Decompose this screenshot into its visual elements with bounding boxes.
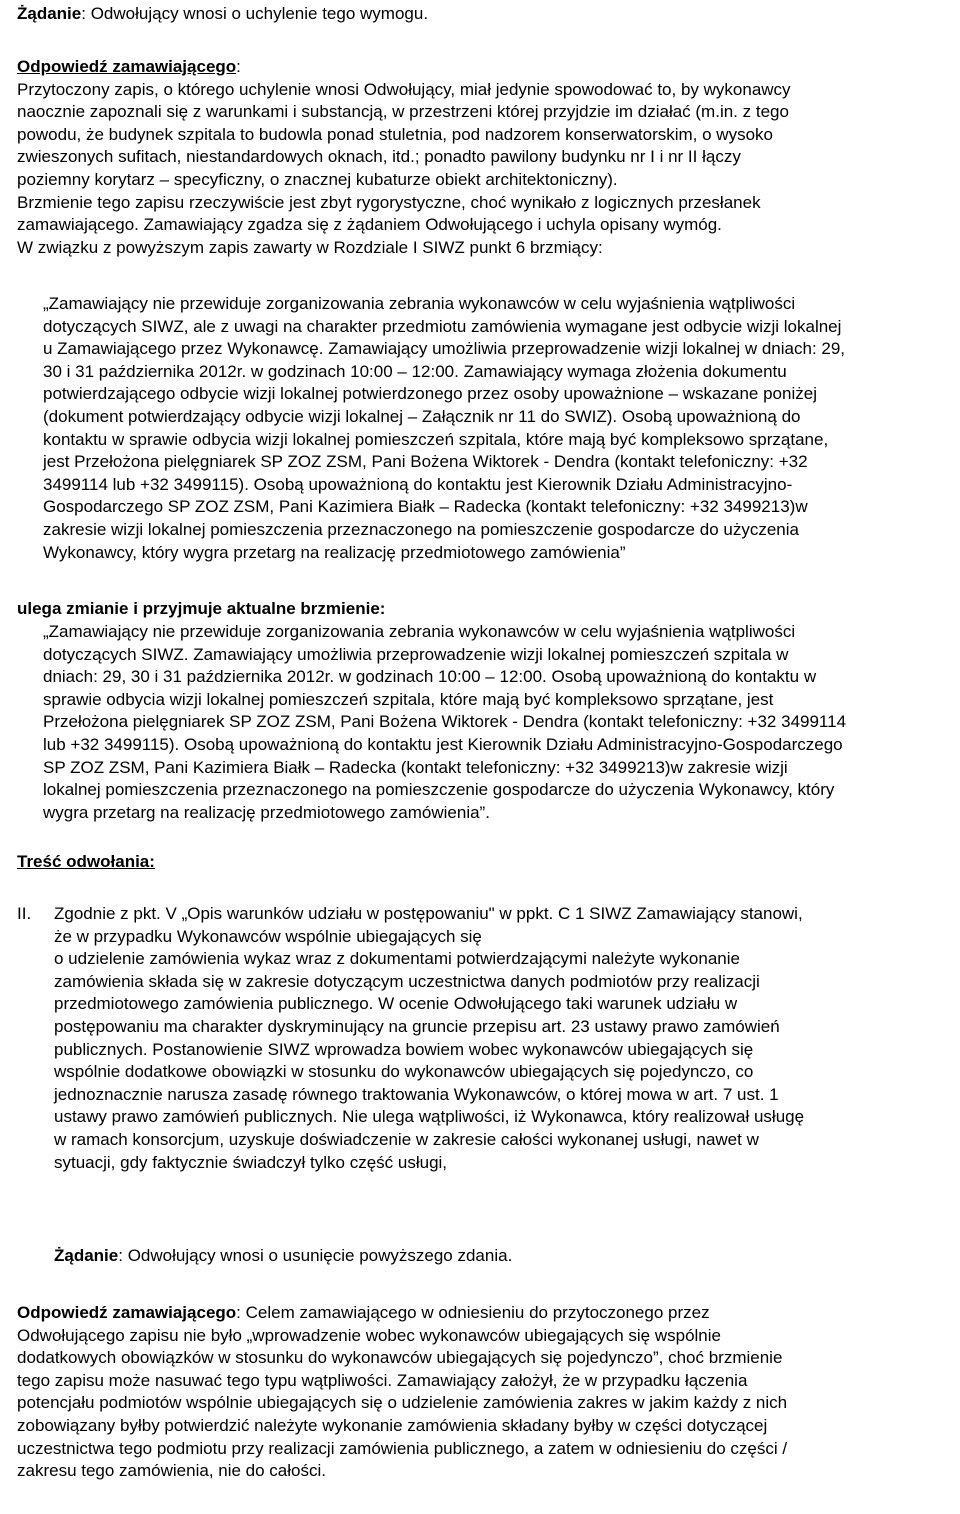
amendment-heading: ulega zmianie i przyjmuje aktualne brzmienie: bbox=[17, 599, 386, 618]
quote-line: Wykonawcy, który wygra przetarg na realizację przedmiotowego zamówienia” bbox=[43, 542, 626, 562]
quote-line: lokalnej pomieszczenia przeznaczonego na pomieszczenie gospodarcze do użyczenia Wykonawcy, który bbox=[43, 780, 835, 800]
quote-line: dniach: 29, 30 i 31 października 2012r. w godzinach 10:00 – 12:00. Osobą upoważnioną do kontaktu w bbox=[43, 667, 817, 687]
section-line: postępowaniu ma charakter dyskryminujący na gruncie przepisu art. 23 ustawy prawo zamówień bbox=[54, 1016, 780, 1036]
section-line: w ramach konsorcjum, uzyskuje doświadczenie w zakresie całości wykonanej usługi, nawet w bbox=[54, 1129, 759, 1149]
text-line: Odwołującego zapisu nie było „wprowadzenie wobec wykonawców ubiegających się wspólnie bbox=[17, 1325, 721, 1345]
quote-line: kontaktu w sprawie odbycia wizji lokalnej pomieszczeń szpitala, które mają być kompleksowo sprzątane, bbox=[43, 429, 829, 449]
quote-line: jest Przełożona pielęgniarek SP ZOZ ZSM, Pani Bożena Wiktorek - Dendra (kontakt telefoniczny: +32 bbox=[43, 452, 808, 472]
text-line: zwieszonych sufitach, niestandardowych oknach, itd.; ponadto pawilony budynku nr I i nr II łączy bbox=[17, 147, 741, 167]
text-line: W związku z powyższym zapis zawarty w Rozdziale I SIWZ punkt 6 brzmiący: bbox=[17, 237, 603, 257]
response-label: Odpowiedź zamawiającego bbox=[17, 1303, 237, 1322]
section-line: że w przypadku Wykonawców wspólnie ubiegających się bbox=[54, 926, 482, 946]
text-line: zakresu tego zamówienia, nie do całości. bbox=[17, 1461, 326, 1481]
quote-line: 30 i 31 października 2012r. w godzinach 10:00 – 12:00. Zamawiający wymaga złożenia dokumentu bbox=[43, 361, 787, 381]
response-block-1 bbox=[17, 56, 791, 259]
response-first-line: : Celem zamawiającego w odniesieniu do przytoczonego przez bbox=[236, 1303, 710, 1322]
response-colon: : bbox=[236, 57, 241, 76]
text-line: zamawiającego. Zamawiający zgadza się z żądaniem Odwołującego i uchyla opisany wymóg. bbox=[17, 215, 722, 235]
section-line: przedmiotowego zamówienia publicznego. W ocenie Odwołującego taki warunek udziału w bbox=[54, 994, 738, 1014]
section-ii bbox=[17, 903, 957, 1174]
text-line: potencjału podmiotów wspólnie ubiegających się o udzielenie zamówienia zakres w jakim każdy z nich bbox=[17, 1393, 788, 1413]
response-label: Odpowiedź zamawiającego bbox=[17, 57, 237, 76]
text-line: poziemny korytarz – specyficzny, o znacznej kubaturze obiekt architektoniczny). bbox=[17, 169, 618, 189]
quote-line: zakresie wizji lokalnej pomieszczenia przeznaczonego na pomieszczenie gospodarcze do użyczenia bbox=[43, 519, 799, 539]
response-block-2 bbox=[17, 1302, 787, 1483]
quote-line: (dokument potwierdzający odbycie wizji lokalnej – Załącznik nr 11 do SWIZ). Osobą upoważnioną do bbox=[43, 406, 801, 426]
quote-line: lub +32 3499115). Osobą upoważnioną do kontaktu jest Kierownik Działu Administracyjno-Gospodarczego bbox=[43, 734, 843, 754]
section-line: o udzielenie zamówienia wykaz wraz z dokumentami potwierdzającymi należyte wykonanie bbox=[54, 949, 740, 969]
text-line: powodu, że budynek szpitala to budowla ponad stuletnia, pod nadzorem konserwatorskim, o wysoko bbox=[17, 124, 773, 144]
text-line: Przytoczony zapis, o którego uchylenie wnosi Odwołujący, miał jedynie spowodować to, by wykonawcy bbox=[17, 79, 791, 99]
section-line: jednoznacznie narusza zasadę równego traktowania Wykonawców, o której mowa w art. 7 ust. 1 bbox=[54, 1084, 779, 1104]
text-line: tego zapisu może nasuwać tego typu wątpliwości. Zamawiający założył, że w przypadku łączenia bbox=[17, 1370, 748, 1390]
text-line: zobowiązany byłby potwierdzić należyte wykonanie zamówienia składany byłby w części dotyczącej bbox=[17, 1415, 768, 1435]
appeal-content-heading: Treść odwołania: bbox=[17, 852, 155, 871]
quote-line: „Zamawiający nie przewiduje zorganizowania zebrania wykonawców w celu wyjaśnienia wątpliwości bbox=[43, 294, 796, 313]
section-line: wspólnie dodatkowe obowiązki w stosunku do wykonawców ubiegających się pojedynczo, co bbox=[54, 1062, 754, 1082]
section-number: II. bbox=[17, 904, 32, 923]
section-line: zamówienia składa się w zakresie dotyczącym uczestnictwa danych podmiotów przy realizacji bbox=[54, 971, 760, 991]
quote-line: potwierdzającego odbycie wizji lokalnej potwierdzonego przez osoby upoważnione – wskazane poniżej bbox=[43, 384, 817, 404]
quote-line: Przełożona pielęgniarek SP ZOZ ZSM, Pani Bożena Wiktorek - Dendra (kontakt telefoniczny: +32 3499114 bbox=[43, 712, 847, 732]
section-line: publicznych. Postanowienie SIWZ wprowadza bowiem wobec wykonawców ubiegających się bbox=[54, 1039, 754, 1059]
text-line: dodatkowych obowiązków w stosunku do wykonawców ubiegających się pojedynczo”, choć brzmienie bbox=[17, 1348, 783, 1368]
section-line: sytuacji, gdy faktycznie świadczył tylko część usługi, bbox=[54, 1152, 448, 1172]
zadanie-text: : Odwołujący wnosi o usunięcie powyższego zdania. bbox=[118, 1246, 513, 1265]
quote-line: sprawie odbycia wizji lokalnej pomieszczeń szpitala, które mają być kompleksowo sprzątane, jest bbox=[43, 689, 774, 709]
quote-line: wygra przetarg na realizację przedmiotowego zamówienia”. bbox=[43, 802, 490, 822]
section-line: ustawy prawo zamówień publicznych. Nie ulega wątpliwości, iż Wykonawca, który realizował usługę bbox=[54, 1107, 805, 1127]
zadanie-paragraph-2 bbox=[54, 1245, 512, 1268]
text-line: uczestnictwa tego podmiotu przy realizacji zamówienia publicznego, a zatem w odniesieniu do części / bbox=[17, 1438, 788, 1458]
zadanie-paragraph bbox=[17, 3, 428, 26]
text-line: naocznie zapoznali się z warunkami i substancją, w przestrzeni której przyjdzie im działać (m.in. z tego bbox=[17, 102, 789, 122]
quote-line: „Zamawiający nie przewiduje zorganizowania zebrania wykonawców w celu wyjaśnienia wątpliwości bbox=[43, 622, 796, 641]
quote-line: u Zamawiającego przez Wykonawcę. Zamawiający umożliwia przeprowadzenie wizji lokalnej w dniach: 29, bbox=[43, 339, 846, 359]
quote-line: dotyczących SIWZ. Zamawiający umożliwia przeprowadzenie wizji lokalnej pomieszczeń szpitala w bbox=[43, 644, 789, 664]
quote-line: 3499114 lub +32 3499115). Osobą upoważnioną do kontaktu jest Kierownik Działu Administracyjno- bbox=[43, 474, 793, 494]
zadanie-label: Żądanie bbox=[17, 4, 82, 23]
quote-line: SP ZOZ ZSM, Pani Kazimiera Białk – Radecka (kontakt telefoniczny: +32 3499213)w zakresie wizji bbox=[43, 757, 788, 777]
quote-line: dotyczących SIWZ, ale z uwagi na charakter przedmiotu zamówienia wymagane jest odbycie wizji lokalnej bbox=[43, 316, 842, 336]
section-line: Zgodnie z pkt. V „Opis warunków udziału w postępowaniu" w ppkt. C 1 SIWZ Zamawiający stanowi, bbox=[54, 904, 803, 923]
quoted-original-clause bbox=[17, 293, 845, 564]
text-line: Brzmienie tego zapisu rzeczywiście jest zbyt rygorystyczne, choć wynikało z logicznych przesłanek bbox=[17, 192, 761, 212]
quote-line: Gospodarczego SP ZOZ ZSM, Pani Kazimiera Białk – Radecka (kontakt telefoniczny: +32 3499213)w bbox=[43, 497, 808, 517]
quoted-new-clause bbox=[17, 621, 846, 824]
zadanie-label: Żądanie bbox=[54, 1246, 119, 1265]
zadanie-text: : Odwołujący wnosi o uchylenie tego wymogu. bbox=[81, 4, 429, 23]
